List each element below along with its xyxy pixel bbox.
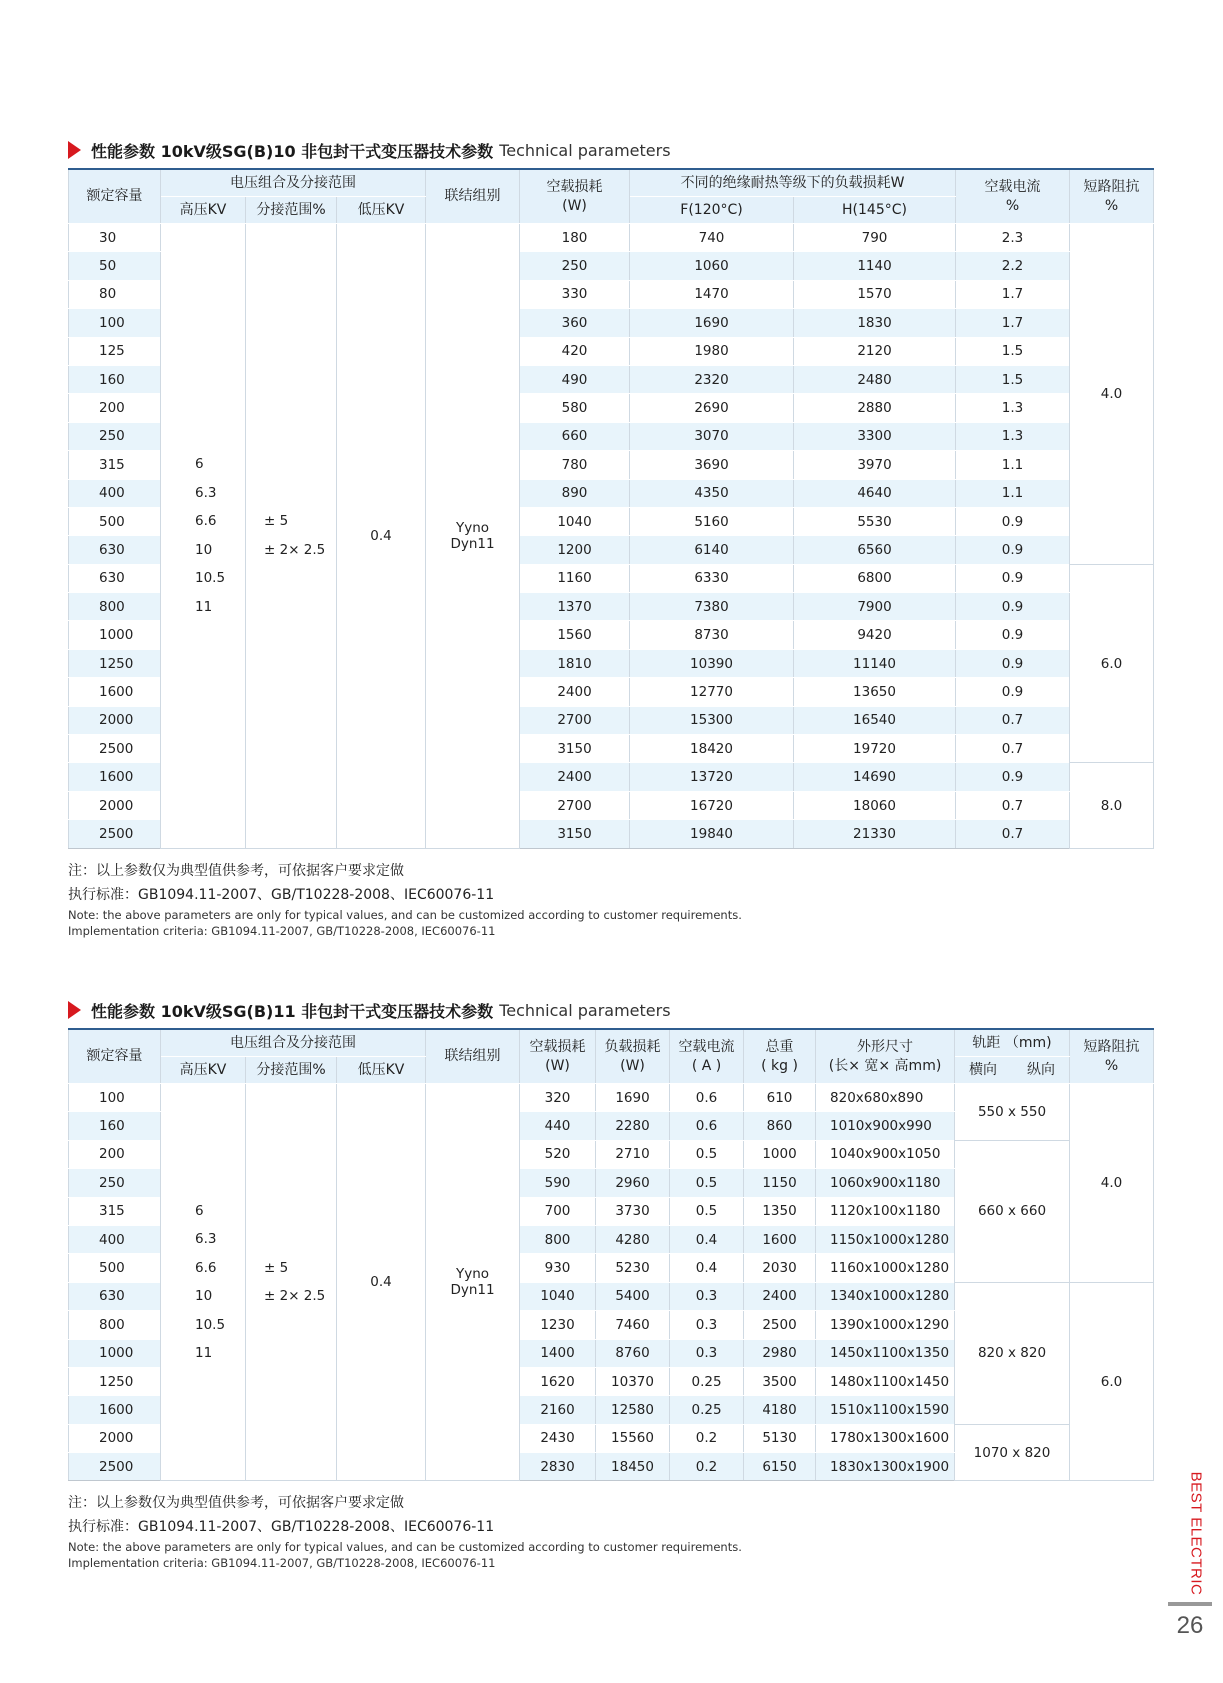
cell-weight: 1350 bbox=[744, 1197, 816, 1225]
title-en: Technical parameters bbox=[499, 140, 671, 160]
cell-capacity: 1600 bbox=[69, 678, 161, 706]
cell-noload-current: 0.9 bbox=[956, 593, 1070, 621]
cell-noload-loss: 660 bbox=[520, 422, 630, 450]
col-gauge: 轨距 （mm) bbox=[955, 1029, 1070, 1057]
cell-h-loss: 3970 bbox=[794, 451, 956, 479]
section-title bbox=[68, 996, 1153, 1024]
cell-h-loss: 5530 bbox=[794, 507, 956, 535]
col-noload-loss: 空载损耗 (W) bbox=[520, 169, 630, 224]
col-load-loss-group: 不同的绝缘耐热等级下的负载损耗W bbox=[630, 169, 956, 197]
cell-dimensions: 1480x1100x1450 bbox=[816, 1367, 955, 1395]
cell-noload-loss: 2700 bbox=[520, 791, 630, 819]
cell-capacity: 2000 bbox=[69, 706, 161, 734]
cell-noload-current: 1.7 bbox=[956, 309, 1070, 337]
cell-h-loss: 16540 bbox=[794, 706, 956, 734]
cell-noload-loss: 580 bbox=[520, 394, 630, 422]
cell-noload-loss: 1810 bbox=[520, 649, 630, 677]
col-hv: 高压KV bbox=[161, 1057, 246, 1084]
cell-weight: 2030 bbox=[744, 1254, 816, 1282]
col-lv: 低压KV bbox=[337, 1057, 426, 1084]
cell-dimensions: 1010x900x990 bbox=[816, 1112, 955, 1140]
cell-weight: 1000 bbox=[744, 1140, 816, 1168]
cell-f-loss: 1690 bbox=[630, 309, 794, 337]
cell-h-loss: 1140 bbox=[794, 252, 956, 280]
col-f-class: F(120°C) bbox=[630, 197, 794, 224]
cell-dimensions: 1060x900x1180 bbox=[816, 1169, 955, 1197]
cell-h-loss: 19720 bbox=[794, 735, 956, 763]
cell-load-loss: 3730 bbox=[596, 1197, 670, 1225]
cell-h-loss: 18060 bbox=[794, 791, 956, 819]
cell-noload-current: 0.5 bbox=[670, 1197, 744, 1225]
cell-weight: 3500 bbox=[744, 1367, 816, 1395]
cell-noload-current: 1.5 bbox=[956, 365, 1070, 393]
cell-capacity: 1250 bbox=[69, 649, 161, 677]
cell-noload-current: 0.25 bbox=[670, 1367, 744, 1395]
cell-noload-current: 0.7 bbox=[956, 820, 1070, 848]
cell-f-loss: 15300 bbox=[630, 706, 794, 734]
cell-noload-current: 1.7 bbox=[956, 280, 1070, 308]
cell-lv-value: 0.4 bbox=[337, 224, 426, 849]
cell-noload-loss: 2400 bbox=[520, 678, 630, 706]
gauge-horizontal: 横向 bbox=[969, 1061, 998, 1078]
cell-capacity: 2000 bbox=[69, 791, 161, 819]
cell-noload-current: 0.9 bbox=[956, 678, 1070, 706]
cell-load-loss: 15560 bbox=[596, 1424, 670, 1452]
cell-noload-loss: 440 bbox=[520, 1112, 596, 1140]
cell-capacity: 315 bbox=[69, 451, 161, 479]
cell-load-loss: 7460 bbox=[596, 1311, 670, 1339]
cell-dimensions: 1830x1300x1900 bbox=[816, 1453, 955, 1481]
cell-h-loss: 6800 bbox=[794, 564, 956, 592]
cell-h-loss: 1830 bbox=[794, 309, 956, 337]
cell-noload-loss: 520 bbox=[520, 1140, 596, 1168]
cell-gauge: 550 x 550 bbox=[955, 1084, 1070, 1141]
gauge-vertical: 纵向 bbox=[1027, 1061, 1056, 1078]
cell-noload-loss: 180 bbox=[520, 224, 630, 252]
cell-capacity: 1000 bbox=[69, 1339, 161, 1367]
cell-impedance: 4.0 bbox=[1070, 224, 1154, 565]
title-cn: 性能参数 10kV级SG(B)11 非包封干式变压器技术参数 bbox=[91, 1001, 494, 1021]
cell-noload-current: 0.9 bbox=[956, 763, 1070, 791]
cell-f-loss: 2320 bbox=[630, 365, 794, 393]
cell-noload-current: 0.9 bbox=[956, 649, 1070, 677]
cell-noload-loss: 890 bbox=[520, 479, 630, 507]
cell-noload-loss: 2160 bbox=[520, 1396, 596, 1424]
cell-dimensions: 1120x100x1180 bbox=[816, 1197, 955, 1225]
cell-load-loss: 2710 bbox=[596, 1140, 670, 1168]
cell-capacity: 200 bbox=[69, 1140, 161, 1168]
cell-capacity: 1600 bbox=[69, 1396, 161, 1424]
cell-h-loss: 2880 bbox=[794, 394, 956, 422]
cell-weight: 1600 bbox=[744, 1225, 816, 1253]
cell-noload-current: 0.2 bbox=[670, 1453, 744, 1481]
cell-h-loss: 4640 bbox=[794, 479, 956, 507]
title-cn: 性能参数 10kV级SG(B)10 非包封干式变压器技术参数 bbox=[91, 141, 494, 161]
col-capacity: 额定容量 bbox=[69, 169, 161, 224]
cell-noload-current: 0.9 bbox=[956, 564, 1070, 592]
cell-noload-loss: 1620 bbox=[520, 1367, 596, 1395]
cell-noload-loss: 420 bbox=[520, 337, 630, 365]
cell-capacity: 2000 bbox=[69, 1424, 161, 1452]
cell-weight: 2400 bbox=[744, 1282, 816, 1310]
cell-noload-current: 1.1 bbox=[956, 451, 1070, 479]
cell-gauge: 820 x 820 bbox=[955, 1282, 1070, 1424]
col-tap: 分接范围% bbox=[246, 197, 337, 224]
brand-vertical: BEST ELECTRIC bbox=[1187, 1471, 1205, 1595]
cell-noload-loss: 800 bbox=[520, 1225, 596, 1253]
cell-noload-current: 0.7 bbox=[956, 706, 1070, 734]
cell-noload-loss: 1040 bbox=[520, 1282, 596, 1310]
cell-load-loss: 18450 bbox=[596, 1453, 670, 1481]
col-voltage-group: 电压组合及分接范围 bbox=[161, 1029, 426, 1057]
cell-tap-values: ± 5 ± 2× 2.5 bbox=[246, 224, 337, 849]
cell-connection-values: Yyno Dyn11 bbox=[426, 1084, 520, 1481]
notes bbox=[68, 859, 1153, 939]
col-lv: 低压KV bbox=[337, 197, 426, 224]
cell-load-loss: 5230 bbox=[596, 1254, 670, 1282]
cell-dimensions: 820x680x890 bbox=[816, 1084, 955, 1112]
cell-h-loss: 790 bbox=[794, 224, 956, 252]
spec-table-sgb11 bbox=[68, 1028, 1154, 1481]
col-tap: 分接范围% bbox=[246, 1057, 337, 1084]
cell-noload-loss: 930 bbox=[520, 1254, 596, 1282]
cell-capacity: 50 bbox=[69, 252, 161, 280]
cell-f-loss: 740 bbox=[630, 224, 794, 252]
cell-noload-current: 1.3 bbox=[956, 394, 1070, 422]
note-en: Note: the above parameters are only for typical values, and can be customized according to customer requirements. bbox=[68, 907, 742, 922]
col-noload-current: 空载电流 ( A ) bbox=[670, 1029, 744, 1084]
cell-capacity: 500 bbox=[69, 507, 161, 535]
cell-capacity: 315 bbox=[69, 1197, 161, 1225]
table-row bbox=[69, 224, 1154, 252]
cell-noload-loss: 2700 bbox=[520, 706, 630, 734]
cell-impedance: 6.0 bbox=[1070, 564, 1154, 763]
cell-noload-current: 1.3 bbox=[956, 422, 1070, 450]
cell-noload-loss: 1040 bbox=[520, 507, 630, 535]
cell-dimensions: 1040x900x1050 bbox=[816, 1140, 955, 1168]
cell-capacity: 250 bbox=[69, 1169, 161, 1197]
cell-h-loss: 14690 bbox=[794, 763, 956, 791]
col-hv: 高压KV bbox=[161, 197, 246, 224]
cell-noload-current: 0.6 bbox=[670, 1084, 744, 1112]
cell-dimensions: 1390x1000x1290 bbox=[816, 1311, 955, 1339]
cell-noload-current: 2.2 bbox=[956, 252, 1070, 280]
standard-en: Implementation criteria: GB1094.11-2007, GB/T10228-2008, IEC60076-11 bbox=[68, 923, 496, 938]
cell-weight: 1150 bbox=[744, 1169, 816, 1197]
col-h-class: H(145°C) bbox=[794, 197, 956, 224]
cell-noload-loss: 2400 bbox=[520, 763, 630, 791]
cell-dimensions: 1340x1000x1280 bbox=[816, 1282, 955, 1310]
cell-weight: 860 bbox=[744, 1112, 816, 1140]
cell-capacity: 250 bbox=[69, 422, 161, 450]
cell-capacity: 100 bbox=[69, 1084, 161, 1112]
cell-capacity: 630 bbox=[69, 536, 161, 564]
col-impedance: 短路阻抗 % bbox=[1070, 169, 1154, 224]
note-cn: 注：以上参数仅为典型值供参考，可依据客户要求定做 bbox=[68, 1495, 404, 1512]
col-dimensions: 外形尺寸 (长× 宽× 高mm) bbox=[816, 1029, 955, 1084]
cell-h-loss: 13650 bbox=[794, 678, 956, 706]
table-body bbox=[69, 224, 1154, 849]
cell-f-loss: 1060 bbox=[630, 252, 794, 280]
cell-noload-current: 0.3 bbox=[670, 1311, 744, 1339]
cell-capacity: 500 bbox=[69, 1254, 161, 1282]
cell-noload-loss: 1400 bbox=[520, 1339, 596, 1367]
cell-noload-loss: 3150 bbox=[520, 735, 630, 763]
cell-h-loss: 1570 bbox=[794, 280, 956, 308]
page-number: 26 bbox=[1176, 1612, 1204, 1639]
cell-f-loss: 2690 bbox=[630, 394, 794, 422]
cell-weight: 2980 bbox=[744, 1339, 816, 1367]
cell-load-loss: 4280 bbox=[596, 1225, 670, 1253]
cell-capacity: 2500 bbox=[69, 820, 161, 848]
cell-h-loss: 2480 bbox=[794, 365, 956, 393]
cell-capacity: 200 bbox=[69, 394, 161, 422]
cell-noload-loss: 330 bbox=[520, 280, 630, 308]
cell-noload-current: 1.5 bbox=[956, 337, 1070, 365]
cell-weight: 6150 bbox=[744, 1453, 816, 1481]
cell-noload-current: 0.5 bbox=[670, 1169, 744, 1197]
cell-dimensions: 1160x1000x1280 bbox=[816, 1254, 955, 1282]
cell-noload-loss: 2430 bbox=[520, 1424, 596, 1452]
cell-dimensions: 1450x1100x1350 bbox=[816, 1339, 955, 1367]
col-connection: 联结组别 bbox=[426, 1029, 520, 1084]
col-gauge-sub bbox=[955, 1057, 1070, 1084]
col-noload-loss: 空载损耗 (W) bbox=[520, 1029, 596, 1084]
cell-capacity: 1250 bbox=[69, 1367, 161, 1395]
cell-f-loss: 6330 bbox=[630, 564, 794, 592]
cell-h-loss: 9420 bbox=[794, 621, 956, 649]
cell-f-loss: 16720 bbox=[630, 791, 794, 819]
cell-capacity: 800 bbox=[69, 593, 161, 621]
cell-capacity: 30 bbox=[69, 224, 161, 252]
cell-load-loss: 1690 bbox=[596, 1084, 670, 1112]
cell-tap-values: ± 5 ± 2× 2.5 bbox=[246, 1084, 337, 1481]
note-cn: 注：以上参数仅为典型值供参考，可依据客户要求定做 bbox=[68, 862, 404, 879]
page-divider bbox=[1168, 1602, 1212, 1606]
cell-lv-value: 0.4 bbox=[337, 1084, 426, 1481]
standard-cn: 执行标准：GB1094.11-2007、GB/T10228-2008、IEC60076-11 bbox=[68, 886, 495, 903]
cell-noload-loss: 700 bbox=[520, 1197, 596, 1225]
cell-noload-loss: 590 bbox=[520, 1169, 596, 1197]
cell-capacity: 80 bbox=[69, 280, 161, 308]
col-noload-current: 空载电流 % bbox=[956, 169, 1070, 224]
cell-noload-loss: 320 bbox=[520, 1084, 596, 1112]
cell-h-loss: 11140 bbox=[794, 649, 956, 677]
cell-noload-loss: 360 bbox=[520, 309, 630, 337]
cell-capacity: 630 bbox=[69, 1282, 161, 1310]
cell-impedance: 8.0 bbox=[1070, 763, 1154, 848]
cell-connection-values: Yyno Dyn11 bbox=[426, 224, 520, 849]
triangle-bullet-icon bbox=[68, 141, 81, 159]
cell-h-loss: 6560 bbox=[794, 536, 956, 564]
col-voltage-group: 电压组合及分接范围 bbox=[161, 169, 426, 197]
cell-f-loss: 8730 bbox=[630, 621, 794, 649]
cell-h-loss: 7900 bbox=[794, 593, 956, 621]
section-title bbox=[68, 136, 1153, 164]
header-row-1 bbox=[69, 169, 1154, 197]
cell-capacity: 400 bbox=[69, 479, 161, 507]
cell-noload-current: 0.6 bbox=[670, 1112, 744, 1140]
triangle-bullet-icon bbox=[68, 1001, 81, 1019]
cell-h-loss: 21330 bbox=[794, 820, 956, 848]
cell-noload-current: 0.4 bbox=[670, 1225, 744, 1253]
cell-noload-loss: 3150 bbox=[520, 820, 630, 848]
cell-noload-current: 0.3 bbox=[670, 1339, 744, 1367]
cell-noload-current: 1.1 bbox=[956, 479, 1070, 507]
cell-capacity: 2500 bbox=[69, 1453, 161, 1481]
spec-table-sgb10 bbox=[68, 168, 1154, 849]
cell-gauge: 660 x 660 bbox=[955, 1140, 1070, 1282]
cell-capacity: 1600 bbox=[69, 763, 161, 791]
cell-f-loss: 6140 bbox=[630, 536, 794, 564]
cell-load-loss: 8760 bbox=[596, 1339, 670, 1367]
cell-weight: 5130 bbox=[744, 1424, 816, 1452]
cell-noload-current: 0.7 bbox=[956, 735, 1070, 763]
section-sgb10 bbox=[68, 136, 1153, 939]
cell-weight: 2500 bbox=[744, 1311, 816, 1339]
cell-noload-loss: 1230 bbox=[520, 1311, 596, 1339]
cell-load-loss: 12580 bbox=[596, 1396, 670, 1424]
cell-gauge: 1070 x 820 bbox=[955, 1424, 1070, 1481]
cell-capacity: 800 bbox=[69, 1311, 161, 1339]
cell-f-loss: 1980 bbox=[630, 337, 794, 365]
table-body bbox=[69, 1084, 1154, 1481]
cell-f-loss: 3690 bbox=[630, 451, 794, 479]
cell-load-loss: 10370 bbox=[596, 1367, 670, 1395]
cell-noload-current: 0.9 bbox=[956, 507, 1070, 535]
cell-hv-values: 6 6.3 6.6 10 10.5 11 bbox=[161, 224, 246, 849]
cell-capacity: 100 bbox=[69, 309, 161, 337]
cell-impedance: 4.0 bbox=[1070, 1084, 1154, 1283]
cell-impedance: 6.0 bbox=[1070, 1282, 1154, 1481]
cell-f-loss: 19840 bbox=[630, 820, 794, 848]
cell-capacity: 160 bbox=[69, 1112, 161, 1140]
cell-load-loss: 2280 bbox=[596, 1112, 670, 1140]
cell-noload-current: 0.9 bbox=[956, 536, 1070, 564]
cell-f-loss: 13720 bbox=[630, 763, 794, 791]
header-row-1 bbox=[69, 1029, 1154, 1057]
cell-noload-current: 0.7 bbox=[956, 791, 1070, 819]
col-connection: 联结组别 bbox=[426, 169, 520, 224]
cell-noload-loss: 780 bbox=[520, 451, 630, 479]
cell-f-loss: 18420 bbox=[630, 735, 794, 763]
col-weight: 总重 ( kg ) bbox=[744, 1029, 816, 1084]
cell-h-loss: 2120 bbox=[794, 337, 956, 365]
cell-noload-current: 0.4 bbox=[670, 1254, 744, 1282]
cell-dimensions: 1150x1000x1280 bbox=[816, 1225, 955, 1253]
cell-noload-current: 0.9 bbox=[956, 621, 1070, 649]
col-impedance: 短路阻抗 % bbox=[1070, 1029, 1154, 1084]
cell-capacity: 1000 bbox=[69, 621, 161, 649]
cell-capacity: 160 bbox=[69, 365, 161, 393]
cell-noload-loss: 1200 bbox=[520, 536, 630, 564]
cell-f-loss: 10390 bbox=[630, 649, 794, 677]
cell-hv-values: 6 6.3 6.6 10 10.5 11 bbox=[161, 1084, 246, 1481]
cell-weight: 610 bbox=[744, 1084, 816, 1112]
standard-en: Implementation criteria: GB1094.11-2007, GB/T10228-2008, IEC60076-11 bbox=[68, 1556, 496, 1571]
cell-dimensions: 1780x1300x1600 bbox=[816, 1424, 955, 1452]
col-capacity: 额定容量 bbox=[69, 1029, 161, 1084]
cell-noload-loss: 1370 bbox=[520, 593, 630, 621]
table-row bbox=[69, 1084, 1154, 1112]
cell-noload-loss: 1560 bbox=[520, 621, 630, 649]
cell-capacity: 630 bbox=[69, 564, 161, 592]
title-en: Technical parameters bbox=[499, 1000, 671, 1020]
section-sgb11 bbox=[68, 996, 1153, 1571]
cell-f-loss: 5160 bbox=[630, 507, 794, 535]
cell-f-loss: 12770 bbox=[630, 678, 794, 706]
cell-f-loss: 4350 bbox=[630, 479, 794, 507]
cell-load-loss: 2960 bbox=[596, 1169, 670, 1197]
cell-capacity: 2500 bbox=[69, 735, 161, 763]
cell-noload-loss: 2830 bbox=[520, 1453, 596, 1481]
cell-noload-current: 0.2 bbox=[670, 1424, 744, 1452]
cell-noload-current: 0.5 bbox=[670, 1140, 744, 1168]
cell-noload-current: 0.3 bbox=[670, 1282, 744, 1310]
cell-weight: 4180 bbox=[744, 1396, 816, 1424]
cell-noload-loss: 250 bbox=[520, 252, 630, 280]
cell-f-loss: 3070 bbox=[630, 422, 794, 450]
col-load-loss: 负载损耗 (W) bbox=[596, 1029, 670, 1084]
cell-f-loss: 7380 bbox=[630, 593, 794, 621]
cell-dimensions: 1510x1100x1590 bbox=[816, 1396, 955, 1424]
cell-f-loss: 1470 bbox=[630, 280, 794, 308]
note-en: Note: the above parameters are only for typical values, and can be customized according to customer requirements. bbox=[68, 1540, 742, 1555]
cell-noload-loss: 490 bbox=[520, 365, 630, 393]
cell-noload-current: 0.25 bbox=[670, 1396, 744, 1424]
cell-capacity: 125 bbox=[69, 337, 161, 365]
notes bbox=[68, 1491, 1153, 1571]
cell-capacity: 400 bbox=[69, 1225, 161, 1253]
cell-load-loss: 5400 bbox=[596, 1282, 670, 1310]
standard-cn: 执行标准：GB1094.11-2007、GB/T10228-2008、IEC60076-11 bbox=[68, 1519, 495, 1536]
cell-noload-loss: 1160 bbox=[520, 564, 630, 592]
cell-h-loss: 3300 bbox=[794, 422, 956, 450]
cell-noload-current: 2.3 bbox=[956, 224, 1070, 252]
